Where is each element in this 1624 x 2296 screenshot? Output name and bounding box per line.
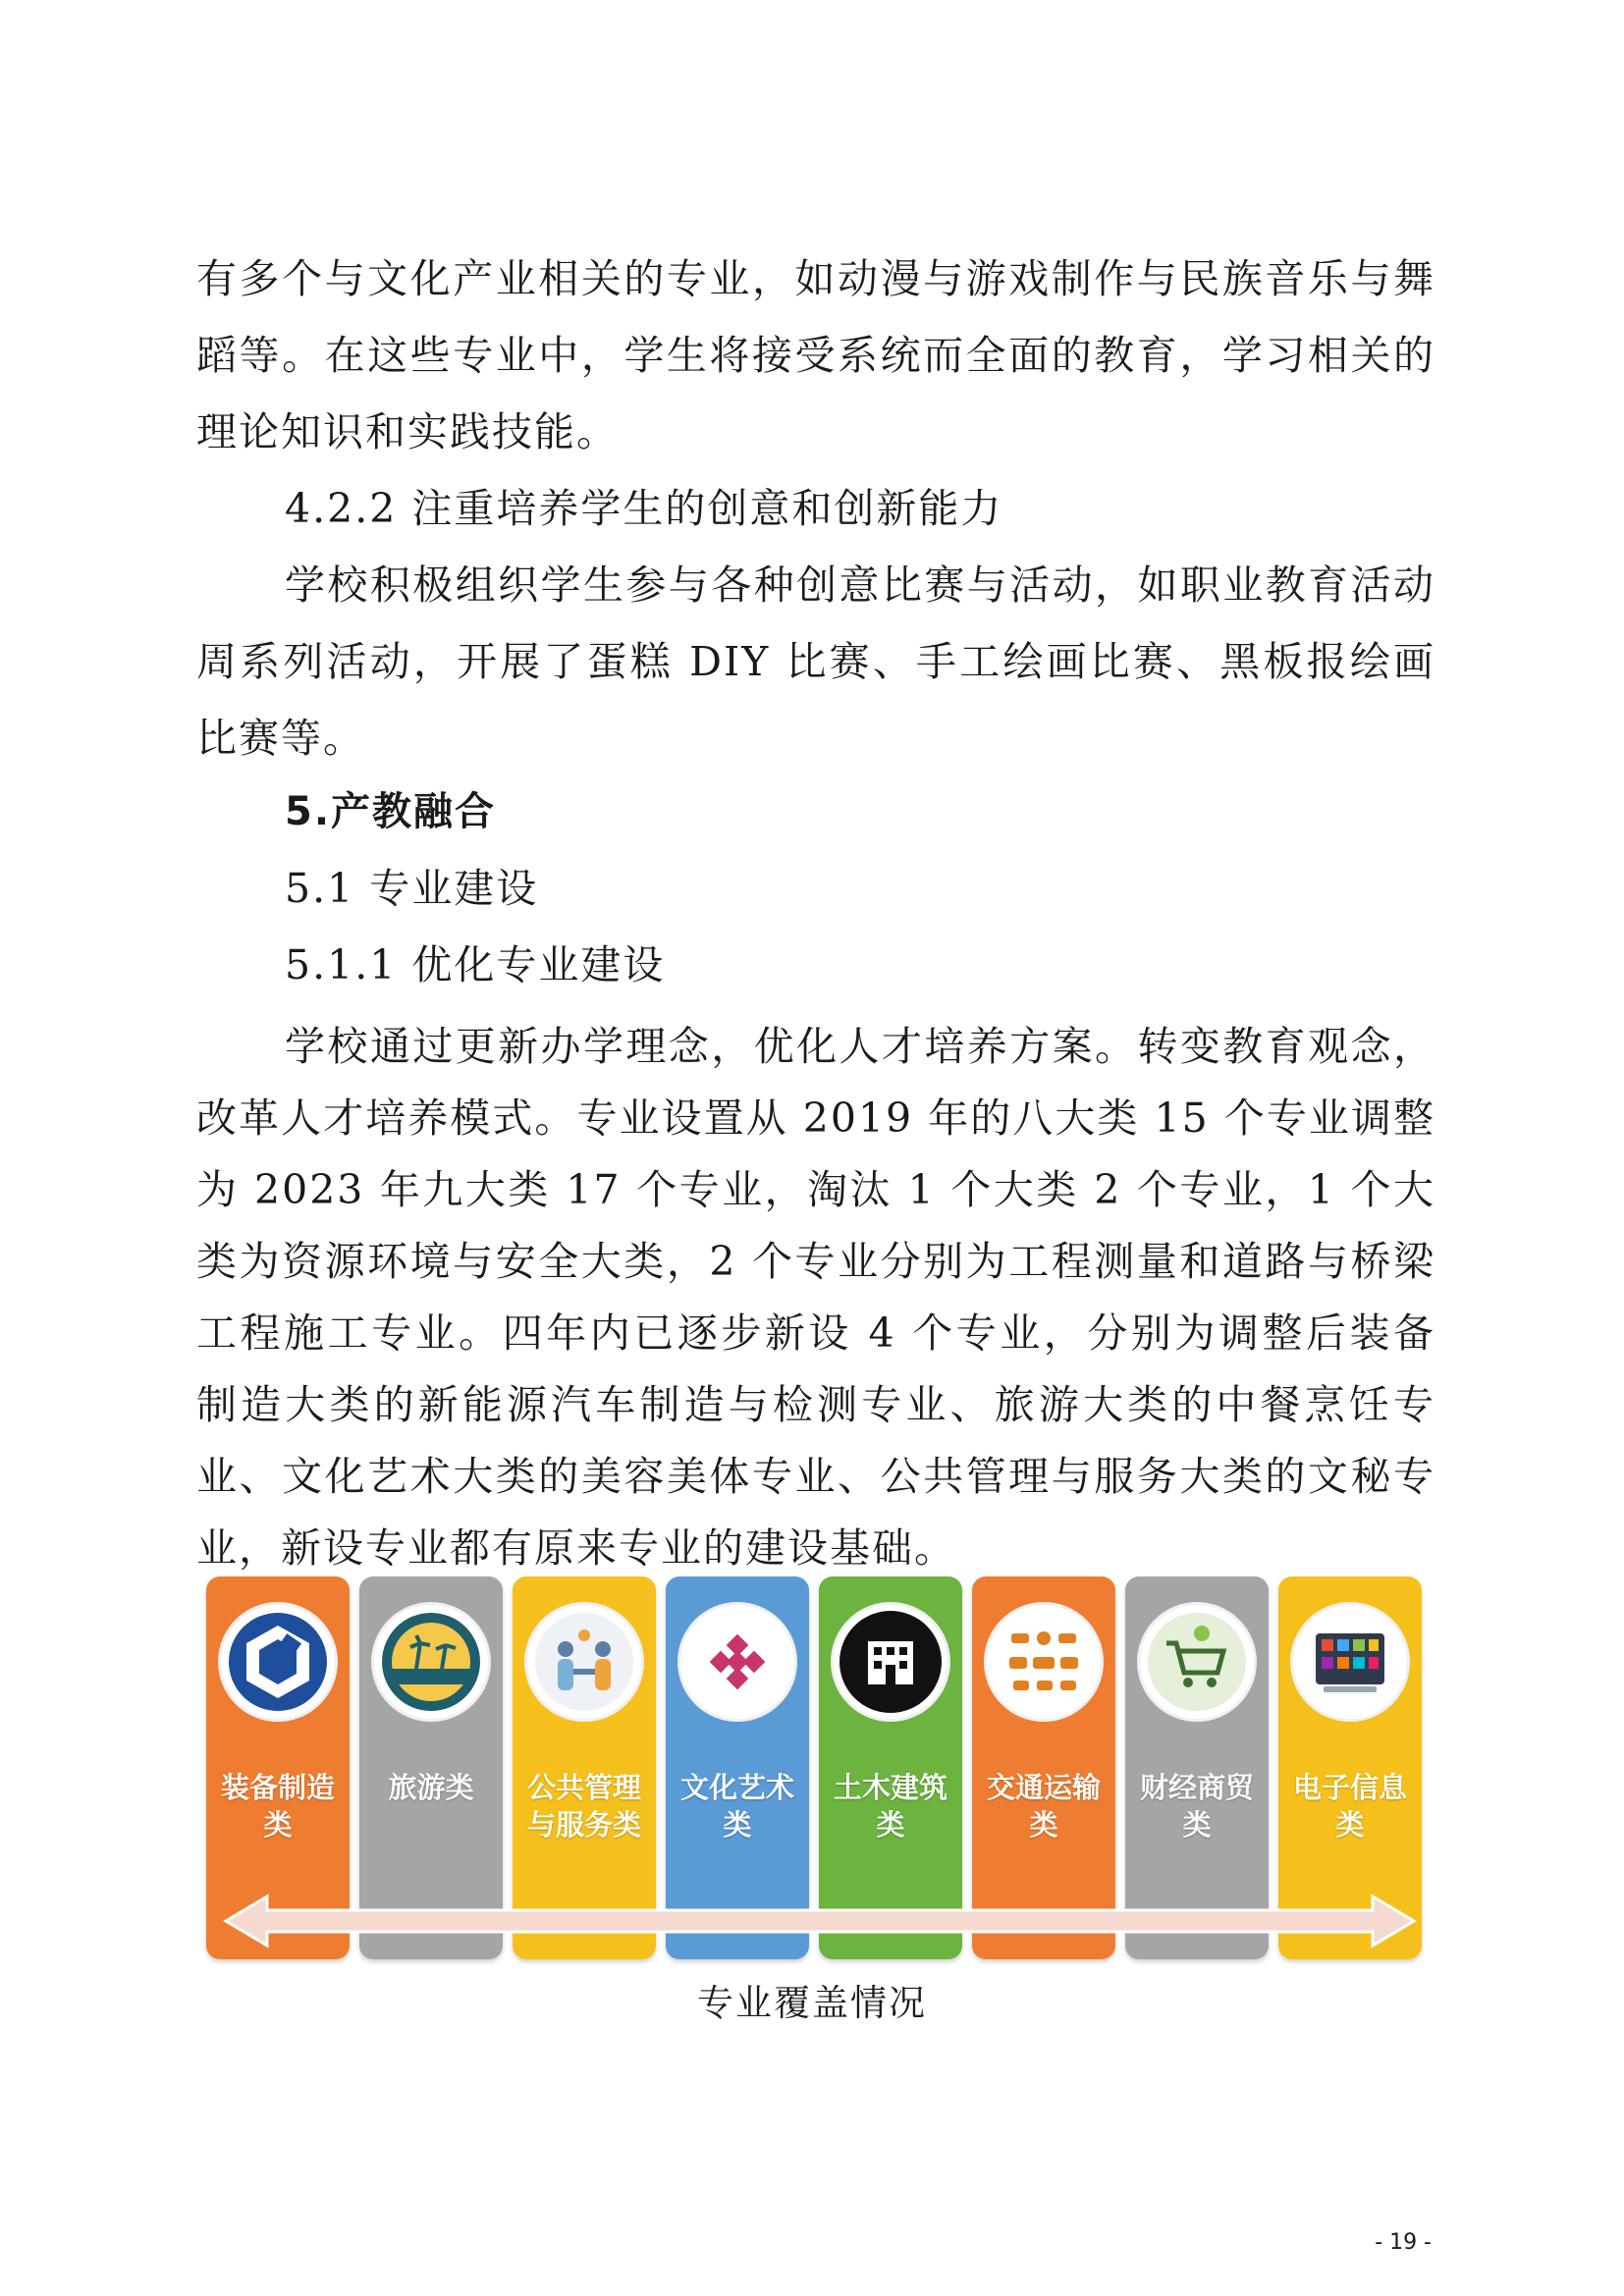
text-block-main (196, 1011, 1435, 1584)
subsection-heading-4-2-2: 4.2.2 注重培养学生的创意和创新能力 (285, 485, 1003, 532)
column-label: 公共管理与服务类 (526, 1771, 641, 1842)
column-label: 电子信息类 (1292, 1771, 1407, 1842)
tablet-apps-icon (1290, 1602, 1410, 1722)
travel-badge-icon (371, 1602, 491, 1722)
subsubsection-heading: 5.1.1 优化专业建设 (285, 941, 666, 988)
shopping-cart-icon (1137, 1602, 1257, 1722)
column-label: 交通运输类 (986, 1771, 1101, 1842)
building-icon (831, 1602, 950, 1722)
paragraph: 学校通过更新办学理念，优化人才培养方案。转变教育观念，改革人才培养模式。专业设置从 2019 年的八大类 15 个专业调整为 2023 年九大类 17 个专业，淘汰 1 个大类 2 个专业，1 个大类为资源环境与安全大类，2 个专业分别为工程测量和道路与桥梁工程施工专业。四年内已逐步新设 4 个专业，分别为调整后装备制造大类的新能源汽车制造与检测专业、旅游大类的中餐烹饪专业、文化艺术大类的美容美体专业、公共管理与服务大类的文秘专业，新设专业都有原来专业的建设基础。 (196, 1023, 1435, 1572)
column-label: 旅游类 (388, 1771, 474, 1804)
subsection-heading: 5.1 专业建设 (285, 865, 539, 912)
column-label: 财经商贸类 (1139, 1771, 1254, 1842)
vehicles-icon (984, 1602, 1104, 1722)
column-label: 土木建筑类 (833, 1771, 947, 1842)
column-label: 文化艺术类 (679, 1771, 794, 1842)
page-number: - 19 - (1375, 2230, 1432, 2255)
section-heading: 5.产教融合 (285, 789, 497, 834)
wrench-icon (218, 1602, 338, 1722)
majors-coverage-infographic (206, 1576, 1434, 1965)
people-icon (524, 1602, 644, 1722)
text-block-upper (196, 240, 1435, 776)
column-label: 装备制造类 (220, 1771, 335, 1842)
paragraph: 学校积极组织学生参与各种创意比赛与活动，如职业教育活动周系列活动，开展了蛋糕 DIY 比赛、手工绘画比赛、黑板报绘画比赛等。 (196, 561, 1435, 762)
figure-caption: 专业覆盖情况 (697, 1982, 927, 2024)
paragraph: 有多个与文化产业相关的专业，如动漫与游戏制作与民族音乐与舞蹈等。在这些专业中，学生将接受系统而全面的教育，学习相关的理论知识和实践技能。 (196, 255, 1435, 455)
headings-block (196, 774, 1435, 1003)
ornament-icon (677, 1602, 797, 1722)
double-arrow-band (206, 1893, 1434, 1949)
